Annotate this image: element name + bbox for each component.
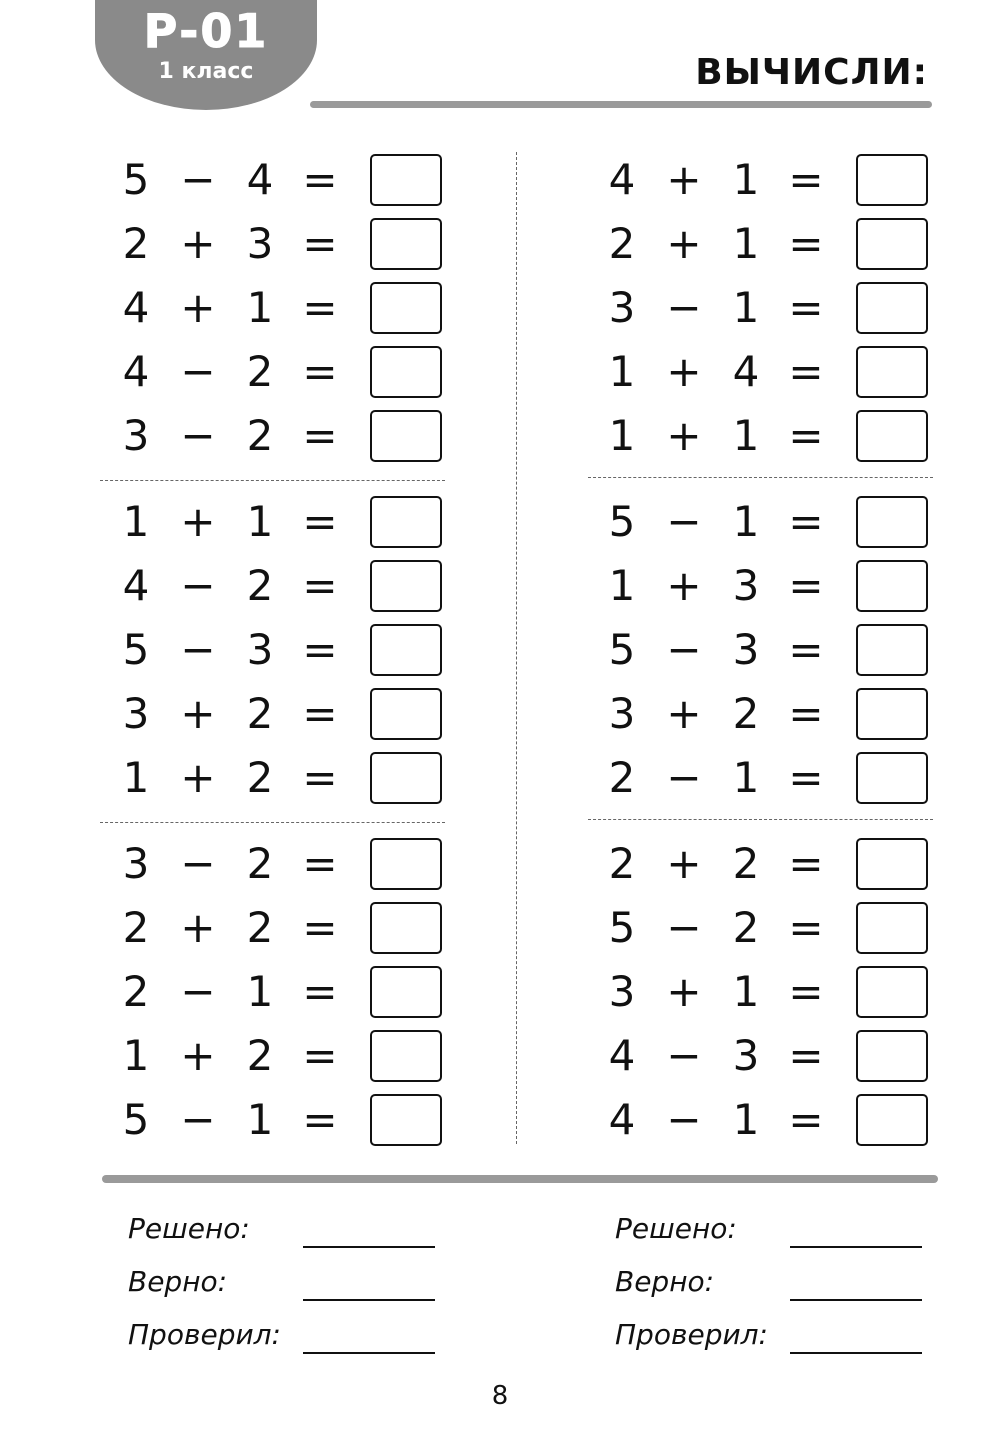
answer-box[interactable] (370, 496, 442, 548)
operand-a: 2 (122, 219, 150, 268)
equals-sign: = (788, 155, 824, 204)
equals-sign: = (788, 625, 824, 674)
answer-box[interactable] (856, 966, 928, 1018)
operand-a: 3 (122, 689, 150, 738)
exercise-row (604, 340, 944, 404)
operator: − (666, 753, 702, 802)
operand-b: 2 (246, 411, 274, 460)
operator: − (666, 625, 702, 674)
solved-field[interactable] (303, 1246, 435, 1248)
equals-sign: = (302, 625, 338, 674)
exercise-group (118, 148, 458, 490)
correct-field[interactable] (790, 1299, 922, 1301)
operand-a: 5 (122, 1095, 150, 1144)
exercise-row (118, 618, 458, 682)
operator: + (180, 903, 216, 952)
operand-a: 4 (608, 155, 636, 204)
page-number: 8 (491, 1381, 509, 1411)
exercise-row (604, 832, 944, 896)
exercise-row (604, 746, 944, 810)
exercise-row (118, 896, 458, 960)
equals-sign: = (788, 1095, 824, 1144)
exercise-row (118, 832, 458, 896)
operand-b: 2 (246, 839, 274, 888)
equals-sign: = (302, 561, 338, 610)
solved-row (615, 1208, 935, 1261)
operand-b: 4 (246, 155, 274, 204)
equals-sign: = (302, 967, 338, 1016)
worksheet-code: Р-01 (143, 4, 269, 58)
operator: + (666, 561, 702, 610)
operand-a: 4 (608, 1031, 636, 1080)
operator: − (180, 839, 216, 888)
operator: − (180, 155, 216, 204)
answer-box[interactable] (856, 282, 928, 334)
answer-box[interactable] (856, 154, 928, 206)
operand-b: 1 (732, 411, 760, 460)
worksheet-badge (95, 0, 317, 110)
checked-label: Проверил: (128, 1318, 281, 1351)
answer-box[interactable] (370, 902, 442, 954)
grade-label: 1 класс (158, 59, 254, 84)
operand-b: 3 (246, 625, 274, 674)
exercise-group (604, 148, 944, 490)
operator: − (180, 967, 216, 1016)
equals-sign: = (788, 967, 824, 1016)
exercise-row (604, 148, 944, 212)
operator: + (180, 219, 216, 268)
checked-row (128, 1314, 448, 1367)
answer-box[interactable] (856, 218, 928, 270)
operand-a: 1 (122, 753, 150, 802)
operand-b: 1 (732, 283, 760, 332)
exercise-row (118, 148, 458, 212)
operand-b: 3 (732, 561, 760, 610)
exercise-row (118, 1088, 458, 1152)
answer-box[interactable] (856, 1030, 928, 1082)
exercise-row (118, 276, 458, 340)
operator: − (666, 283, 702, 332)
answer-box[interactable] (370, 410, 442, 462)
answer-box[interactable] (856, 496, 928, 548)
operand-a: 4 (122, 283, 150, 332)
checked-field[interactable] (790, 1352, 922, 1354)
equals-sign: = (788, 561, 824, 610)
operand-b: 2 (246, 903, 274, 952)
exercise-column-left (118, 148, 458, 1174)
operand-a: 3 (608, 689, 636, 738)
exercise-row (604, 490, 944, 554)
operand-a: 1 (608, 347, 636, 396)
solved-label: Решено: (615, 1212, 737, 1245)
exercise-row (604, 404, 944, 468)
operand-b: 1 (246, 1095, 274, 1144)
exercise-row (604, 1024, 944, 1088)
exercise-row (604, 618, 944, 682)
exercise-column-right (604, 148, 944, 1174)
equals-sign: = (302, 155, 338, 204)
exercise-group (118, 832, 458, 1174)
answer-box[interactable] (370, 346, 442, 398)
operand-b: 1 (246, 497, 274, 546)
exercise-row (118, 340, 458, 404)
operand-b: 1 (246, 967, 274, 1016)
operand-b: 2 (246, 347, 274, 396)
operator: + (666, 347, 702, 396)
equals-sign: = (788, 1031, 824, 1080)
operator: − (666, 1031, 702, 1080)
equals-sign: = (788, 903, 824, 952)
solved-field[interactable] (790, 1246, 922, 1248)
answer-box[interactable] (370, 966, 442, 1018)
operand-b: 3 (732, 625, 760, 674)
equals-sign: = (302, 753, 338, 802)
equals-sign: = (302, 689, 338, 738)
operand-a: 3 (608, 283, 636, 332)
correct-field[interactable] (303, 1299, 435, 1301)
operand-a: 5 (608, 625, 636, 674)
equals-sign: = (788, 219, 824, 268)
operand-b: 1 (246, 283, 274, 332)
exercise-row (604, 682, 944, 746)
answer-box[interactable] (370, 838, 442, 890)
operand-a: 4 (122, 347, 150, 396)
operator: − (666, 497, 702, 546)
operator: + (666, 411, 702, 460)
results-block-left (128, 1208, 448, 1367)
answer-box[interactable] (370, 282, 442, 334)
footer-divider (102, 1175, 938, 1183)
equals-sign: = (302, 411, 338, 460)
operand-b: 2 (732, 903, 760, 952)
operand-a: 4 (608, 1095, 636, 1144)
operand-b: 2 (732, 839, 760, 888)
answer-box[interactable] (856, 560, 928, 612)
operand-a: 3 (122, 839, 150, 888)
answer-box[interactable] (856, 346, 928, 398)
exercise-row (118, 746, 458, 810)
equals-sign: = (788, 283, 824, 332)
equals-sign: = (788, 839, 824, 888)
operand-b: 1 (732, 155, 760, 204)
operator: + (180, 1031, 216, 1080)
exercise-row (118, 682, 458, 746)
exercise-row (118, 554, 458, 618)
operator: + (666, 967, 702, 1016)
answer-box[interactable] (856, 688, 928, 740)
equals-sign: = (788, 347, 824, 396)
equals-sign: = (788, 689, 824, 738)
answer-box[interactable] (856, 410, 928, 462)
solved-label: Решено: (128, 1212, 250, 1245)
exercise-row (118, 490, 458, 554)
correct-row (615, 1261, 935, 1314)
answer-box[interactable] (856, 1094, 928, 1146)
correct-row (128, 1261, 448, 1314)
exercise-row (604, 960, 944, 1024)
operator: − (180, 1095, 216, 1144)
operator: − (180, 411, 216, 460)
operand-b: 1 (732, 967, 760, 1016)
operand-b: 2 (732, 689, 760, 738)
operand-a: 1 (608, 411, 636, 460)
equals-sign: = (302, 283, 338, 332)
operator: + (666, 219, 702, 268)
equals-sign: = (788, 497, 824, 546)
operand-b: 4 (732, 347, 760, 396)
answer-box[interactable] (370, 1030, 442, 1082)
header-divider (310, 101, 932, 108)
operand-a: 4 (122, 561, 150, 610)
operand-b: 1 (732, 219, 760, 268)
results-block-right (615, 1208, 935, 1367)
operator: − (180, 561, 216, 610)
answer-box[interactable] (856, 902, 928, 954)
operand-a: 3 (608, 967, 636, 1016)
operand-a: 3 (122, 411, 150, 460)
equals-sign: = (302, 1031, 338, 1080)
operand-a: 5 (122, 625, 150, 674)
column-divider (516, 152, 517, 1144)
operand-a: 2 (122, 967, 150, 1016)
operator: + (666, 689, 702, 738)
equals-sign: = (302, 1095, 338, 1144)
answer-box[interactable] (370, 218, 442, 270)
operator: − (666, 1095, 702, 1144)
exercise-group (604, 490, 944, 832)
answer-box[interactable] (370, 752, 442, 804)
operator: + (180, 689, 216, 738)
equals-sign: = (302, 497, 338, 546)
checked-field[interactable] (303, 1352, 435, 1354)
equals-sign: = (788, 753, 824, 802)
answer-box[interactable] (856, 838, 928, 890)
exercise-row (604, 276, 944, 340)
operator: + (180, 497, 216, 546)
answer-box[interactable] (856, 624, 928, 676)
operand-a: 5 (122, 155, 150, 204)
operand-b: 2 (246, 753, 274, 802)
exercise-row (118, 212, 458, 276)
operator: + (180, 283, 216, 332)
solved-row (128, 1208, 448, 1261)
checked-label: Проверил: (615, 1318, 768, 1351)
operand-a: 5 (608, 497, 636, 546)
operand-a: 1 (122, 497, 150, 546)
exercise-row (604, 1088, 944, 1152)
operator: + (180, 753, 216, 802)
operand-a: 2 (608, 753, 636, 802)
operand-a: 5 (608, 903, 636, 952)
exercise-row (604, 554, 944, 618)
answer-box[interactable] (370, 154, 442, 206)
correct-label: Верно: (128, 1265, 228, 1298)
operand-a: 2 (122, 903, 150, 952)
answer-box[interactable] (370, 1094, 442, 1146)
exercise-row (118, 404, 458, 468)
answer-box[interactable] (370, 624, 442, 676)
operand-b: 1 (732, 1095, 760, 1144)
operand-b: 1 (732, 497, 760, 546)
operator: + (666, 155, 702, 204)
operator: − (180, 347, 216, 396)
operator: + (666, 839, 702, 888)
exercise-row (604, 896, 944, 960)
exercise-row (118, 960, 458, 1024)
operand-b: 3 (246, 219, 274, 268)
exercise-row (604, 212, 944, 276)
operand-a: 1 (608, 561, 636, 610)
page-title: ВЫЧИСЛИ: (695, 52, 928, 93)
equals-sign: = (302, 347, 338, 396)
operator: − (180, 625, 216, 674)
answer-box[interactable] (370, 688, 442, 740)
operand-b: 2 (246, 689, 274, 738)
operand-a: 2 (608, 219, 636, 268)
operand-b: 1 (732, 753, 760, 802)
checked-row (615, 1314, 935, 1367)
equals-sign: = (302, 219, 338, 268)
equals-sign: = (302, 903, 338, 952)
equals-sign: = (302, 839, 338, 888)
operand-b: 3 (732, 1031, 760, 1080)
operand-b: 2 (246, 1031, 274, 1080)
exercise-group (118, 490, 458, 832)
exercise-group (604, 832, 944, 1174)
equals-sign: = (788, 411, 824, 460)
correct-label: Верно: (615, 1265, 715, 1298)
answer-box[interactable] (856, 752, 928, 804)
operand-a: 1 (122, 1031, 150, 1080)
operand-b: 2 (246, 561, 274, 610)
operand-a: 2 (608, 839, 636, 888)
answer-box[interactable] (370, 560, 442, 612)
operator: − (666, 903, 702, 952)
exercise-row (118, 1024, 458, 1088)
